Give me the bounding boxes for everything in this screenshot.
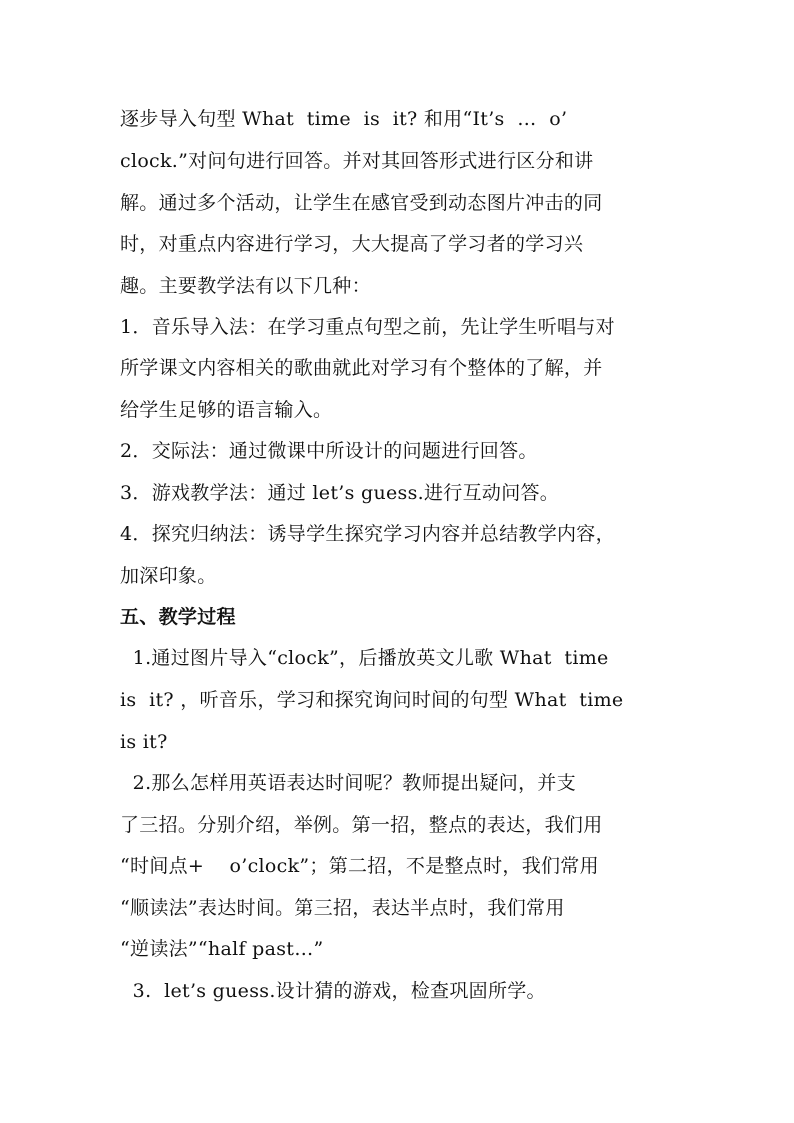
paragraph-line: “逆读法”“half past…” <box>120 938 324 960</box>
paragraph-line: 所学课文内容相关的歌曲就此对学习有个整体的了解，并 <box>120 357 603 379</box>
list-item-1: 1．音乐导入法：在学习重点句型之前，先让学生听唱与对 <box>120 316 615 338</box>
paragraph-line: clock.”对问句进行回答。并对其回答形式进行区分和讲 <box>120 150 594 172</box>
paragraph-line: 给学生足够的语言输入。 <box>120 399 333 421</box>
step-3-line: 3. let’s guess.设计猜的游戏，检查巩固所学。 <box>120 980 546 1002</box>
paragraph-line: is it? <box>120 731 168 753</box>
step-1-line: 1.通过图片导入“clock”，后播放英文儿歌 What time <box>120 647 609 669</box>
paragraph-line: 逐步导入句型 What time is it? 和用“It’s … o’ <box>120 108 568 130</box>
step-2-line: 2.那么怎样用英语表达时间呢？教师提出疑问，并支 <box>120 772 577 794</box>
list-item-2: 2．交际法：通过微课中所设计的问题进行回答。 <box>120 440 538 462</box>
paragraph-line: 解。通过多个活动，让学生在感官受到动态图片冲击的同 <box>120 192 603 214</box>
list-item-4: 4．探究归纳法：诱导学生探究学习内容并总结教学内容， <box>120 523 615 545</box>
paragraph-line: 趣。主要教学法有以下几种： <box>120 275 371 297</box>
list-item-3: 3．游戏教学法：通过 let’s guess.进行互动问答。 <box>120 482 560 504</box>
paragraph-line: “顺读法”表达时间。第三招，表达半点时，我们常用 <box>120 897 565 919</box>
paragraph-line: 了三招。分别介绍，举例。第一招，整点的表达，我们用 <box>120 814 603 836</box>
paragraph-line: is it? ，听音乐，学习和探究询问时间的句型 What time <box>120 689 624 711</box>
paragraph-line: 加深印象。 <box>120 565 217 587</box>
paragraph-line: 时，对重点内容进行学习，大大提高了学习者的学习兴 <box>120 233 584 255</box>
paragraph-line: “时间点+ o’clock”；第二招，不是整点时，我们常用 <box>120 855 599 877</box>
section-heading: 五、教学过程 <box>120 606 236 628</box>
